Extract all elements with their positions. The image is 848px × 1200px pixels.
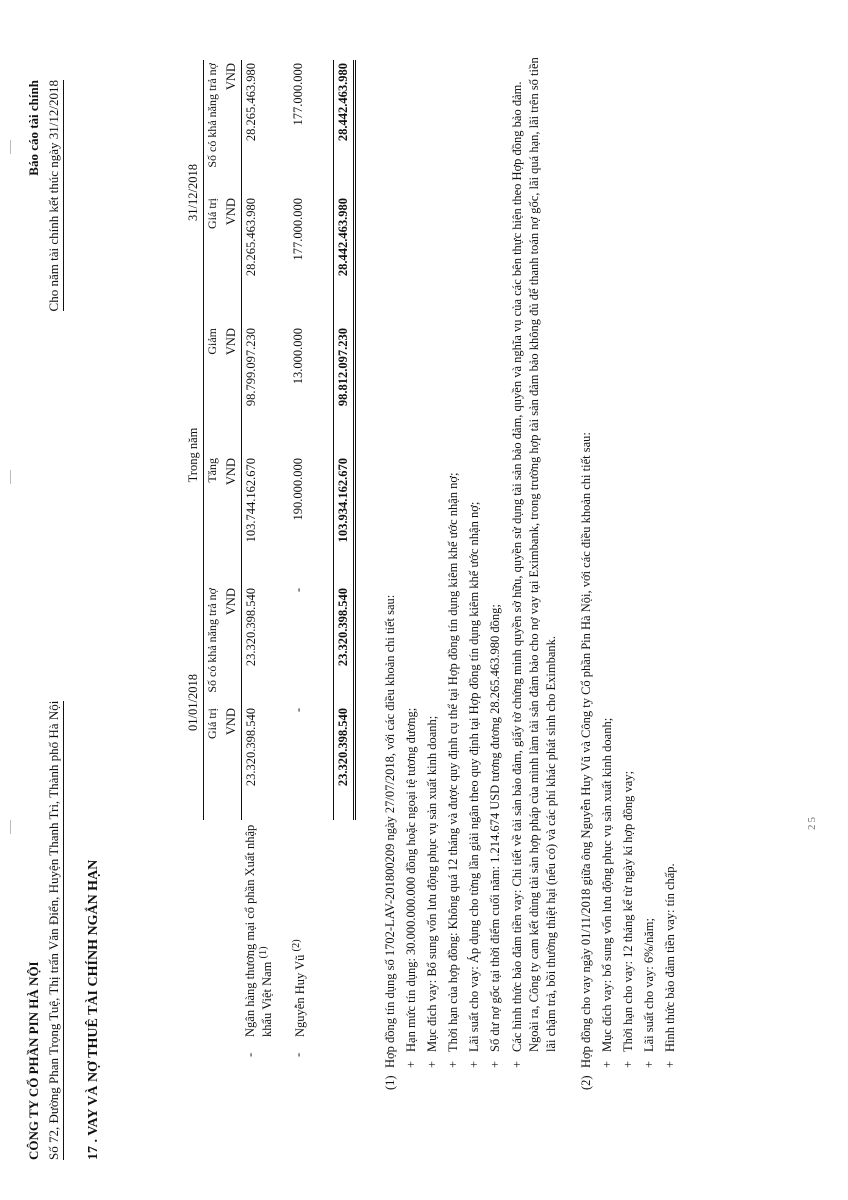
scan-mark: [10, 470, 11, 484]
col-increase: Tăng: [205, 458, 219, 483]
list-item: + Mục đích vay: bổ sung vốn lưu động phục vụ sản xuất kinh doanh;: [600, 717, 614, 1068]
list-item: + Lãi suất cho vay: Áp dụng cho từng lần giải ngân theo quy định tại Hợp đồng tín dụng kiêm khế ước nhận nợ;: [467, 501, 481, 1068]
close-value: 28.265.463.980: [243, 198, 258, 277]
scan-mark: [10, 140, 11, 154]
section-title: VAY VÀ NỢ THUÊ TÀI CHÍNH NGẮN HẠN: [86, 859, 101, 1136]
group-open: 01/01/2018: [184, 585, 204, 820]
list-item: + Các hình thức bảo đảm tiền vay: Chi tiết về tài sản bảo đảm, giấy tờ chứng minh quyền sở hữu, quyền sử dụng tài sản bảo đảm, quyền và nghĩa vụ của các bên thực hiện theo Hợp đồng bảo đảm. Ngoài ra, Công ty cam kết dùng tài sản hợp pháp của mình làm tài sản đảm bảo cho nợ vay tại Eximbank, trong trường hợp tài sản đảm bảo không đủ để thanh toán nợ gốc, lãi quá hạn, lãi trên số tiền lãi chậm trả, bồi thường thiệt hại (nếu có) và các phí khác phát sinh cho Eximbank.: [510, 57, 558, 1068]
page-stamp: [806, 815, 818, 830]
close-repay: 28.265.463.980: [243, 63, 258, 142]
company-name: CÔNG TY CỔ PHẦN PIN HÀ NỘI: [26, 961, 41, 1160]
list-item: + Thời hạn cho vay: 12 tháng kể từ ngày kí hợp đồng vay;: [621, 770, 635, 1068]
col-close-repay: Số có khả năng trả nợ: [205, 63, 219, 168]
section-number: 17 .: [86, 1139, 101, 1160]
note-marker: (2): [579, 1075, 593, 1090]
unit-cell: VND: [222, 195, 242, 325]
list-item: + Thời hạn của hợp đồng: Không quá 12 tháng và được quy định cụ thể tại Hợp đồng tín dụng kiêm khế ước nhận nợ;: [446, 472, 460, 1068]
open-value: 23.320.398.540: [243, 708, 258, 787]
company-address: Số 72, Đường Phan Trọng Tuệ, Thị trấn Văn Điển, Huyện Thanh Trì, Thành phố Hà Nội: [46, 701, 64, 1160]
total-close-repay: 28.442.463.980: [333, 60, 354, 195]
col-open-repay: Số có khả năng trả nợ: [205, 588, 219, 693]
total-open-repay: 23.320.398.540: [333, 585, 354, 705]
close-repay: 177.000.000: [291, 63, 306, 126]
col-decrease: Giảm: [205, 328, 219, 355]
row-lender: [241, 820, 277, 1040]
lender-name: Nguyễn Huy Vũ: [293, 954, 308, 1037]
col-open-value: Giá trị: [205, 708, 219, 739]
list-item: + Hạn mức tín dụng: 30.000.000.000 đồng hoặc ngoại tệ tương đương;: [404, 707, 418, 1068]
group-header-row: [184, 60, 204, 1060]
note-1-intro: (1) Hợp đồng tín dụng số 1702-LAV-201800209 ngày 27/07/2018, với các điều khoản chi tiết sau:: [380, 50, 401, 1090]
total-row: [333, 60, 354, 1060]
report-title: Báo cáo tài chính: [26, 80, 41, 176]
unit-cell: VND: [222, 705, 242, 820]
unit-cell: VND: [222, 455, 242, 585]
unit-cell: VND: [222, 585, 242, 705]
table-row: [241, 60, 277, 1060]
report-period: Cho năm tài chính kết thúc ngày 31/12/2018: [46, 80, 64, 311]
scan-mark: [10, 820, 11, 834]
total-open-value: 23.320.398.540: [333, 705, 354, 820]
row-dash: -: [243, 1052, 258, 1057]
list-item: + Hình thức bảo đảm tiền vay: tín chấp.: [663, 863, 677, 1068]
decrease: 13.000.000: [291, 328, 306, 385]
note-marker: (1): [383, 1075, 397, 1090]
footnote-ref: (1): [258, 946, 270, 959]
group-during: Trong năm: [184, 325, 204, 585]
page-number: 25: [806, 815, 818, 830]
list-item: + Lãi suất cho vay: 6%/năm;: [642, 918, 656, 1068]
open-repay: -: [291, 588, 306, 593]
group-close: 31/12/2018: [184, 60, 204, 325]
loans-table: [184, 60, 356, 1060]
increase: 190.000.000: [291, 458, 306, 521]
lender-name: Ngân hàng thương mại cổ phần Xuất nhập khẩu Việt Nam: [243, 824, 275, 1037]
table-row: [277, 60, 310, 1060]
unit-cell: VND: [222, 325, 242, 455]
total-increase: 103.934.162.670: [333, 455, 354, 585]
total-close-value: 28.442.463.980: [333, 195, 354, 325]
col-close-value: Giá trị: [205, 198, 219, 229]
note-2-intro: (2) Hợp đồng cho vay ngày 01/11/2018 giữa ông Nguyễn Huy Vũ và Công ty Cổ phần Pin Hà Nội, với các điều khoản chi tiết sau:: [576, 50, 597, 1090]
unit-row: [222, 60, 242, 1060]
open-value: -: [291, 708, 306, 713]
column-header-row: [204, 60, 222, 1060]
footnote-ref: (2): [291, 939, 303, 952]
open-repay: 23.320.398.540: [243, 588, 258, 667]
increase: 103.744.162.670: [243, 458, 258, 543]
list-item: + Mục đích vay: Bổ sung vốn lưu động phục vụ sản xuất kinh doanh;: [425, 715, 439, 1068]
unit-cell: VND: [222, 60, 242, 195]
close-value: 177.000.000: [291, 198, 306, 261]
list-item: + Số dư nợ gốc tại thời điểm cuối năm: 1.214.674 USD tương đương 28.265.463.980 đồng;: [488, 604, 502, 1068]
row-dash: -: [291, 1052, 306, 1057]
row-lender: [277, 820, 310, 1040]
section-heading: [86, 860, 102, 1160]
total-decrease: 98.812.097.230: [333, 325, 354, 455]
decrease: 98.799.097.230: [243, 328, 258, 407]
footnotes: [380, 50, 681, 1090]
